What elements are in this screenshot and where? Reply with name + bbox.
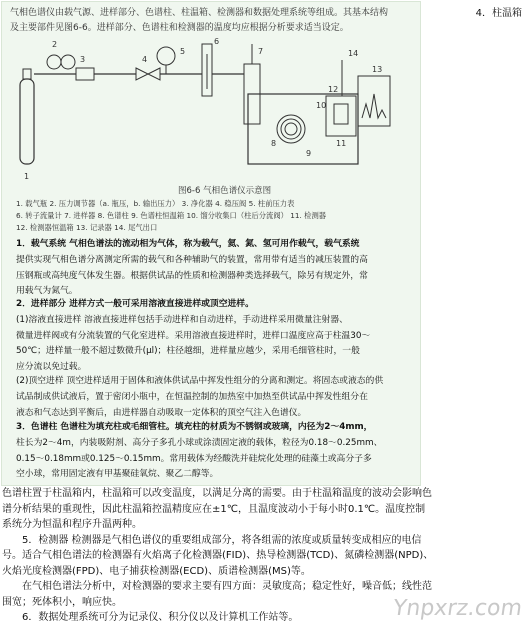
figure-caption: 图6-6 气相色谱仪示意图 (178, 186, 272, 196)
section-headspace (16, 374, 396, 421)
callout-number: 2 (52, 40, 58, 49)
section-line: 0.15～0.18mm或0.125～0.15mm。常用载体为经酸洗并硅烷化处理的硅藻土或高分子多 (16, 453, 372, 464)
callout-number: 3 (80, 55, 86, 64)
callout-number: 1 (24, 172, 30, 181)
bottom-line: 谱分析结果的重现性，因此柱温箱控温精度应在±1℃，且温度波动小于每小时0.1℃。温度控制 (2, 503, 426, 515)
callout-number: 5 (180, 47, 186, 56)
callout-number: 11 (336, 139, 347, 148)
section-line: 空小球，常用固定液有甲基聚硅氧烷、聚乙二醇等。 (16, 469, 219, 480)
section-carrier-gas (16, 237, 396, 300)
bottom-line: 6．数据处理系统可分为记录仪、积分仪以及计算机工作站等。 (2, 612, 299, 623)
legend-line: 6. 转子流量计 7. 进样器 8. 色谱柱 9. 色谱柱恒温箱 10. 馏分收集口（柱后分流阀） 11. 检测器 (16, 211, 327, 220)
section-line: (1)溶液直接进样 溶液直接进样包括手动进样和自动进样，手动进样采用微量注射器、 (16, 314, 348, 325)
section-line: 压钢瓶或高纯度气体发生器。根据供试品的性质和检测器种类选择载气，除另有规定外，常 (16, 270, 368, 281)
watermark: Ynpxrz.com (391, 596, 524, 621)
bottom-line: 色谱柱置于柱温箱内，柱温箱可以改变温度，以满足分离的需要。由于柱温箱温度的波动会影响色 (2, 488, 432, 499)
section-line: 柱长为2～4m，内装吸附剂、高分子多孔小球或涂渍固定液的载体，粒径为0.18～0.25mm、 (16, 437, 383, 448)
callout-number: 10 (316, 101, 327, 110)
section-injection (16, 297, 396, 376)
pressure-gauge (157, 47, 175, 65)
bottom-line: 系统分为恒温和程序升温两种。 (2, 519, 142, 530)
stabilizing-valve (136, 68, 160, 80)
callout-number: 9 (306, 149, 312, 158)
figure-legend (16, 198, 396, 234)
section-line: 试品制成供试液后，置于密闭小瓶中，在恒温控制的加热室中加热至供试品中挥发性组分在 (16, 391, 368, 402)
purifier (76, 68, 94, 80)
bottom-line: 5．检测器 检测器是气相色谱仪的重要组成部分，将各组需的浓度或质量转变成相应的电信 (2, 534, 422, 546)
section-line: 1．载气系统 气相色谱法的流动相为气体，称为载气，氦、氮、氢可用作载气，载气系统 (16, 239, 360, 249)
section-column (16, 420, 396, 483)
intro-line: 及主要部件见图6-6。进样部分、色谱柱和检测器的温度均应根据分析要求适当设定。 (10, 23, 349, 33)
callout-number: 12 (328, 85, 339, 94)
intro-paragraph (10, 6, 405, 36)
section-line: 提供实现气相色谱分离测定所需的载气和各种辅助气的装置，常用带有适当的减压装置的高 (16, 254, 368, 265)
callout-number: 13 (372, 65, 383, 74)
section-line: 液态和气态达到平衡后，由进样器自动吸取一定体积的顶空气注入色谱仪。 (16, 407, 307, 418)
section-line: 应分流以免过载。 (16, 362, 87, 373)
gas-chromatograph-diagram (16, 34, 396, 184)
intro-line: 气相色谱仪由载气源、进样部分、色谱柱、柱温箱、检测器和数据处理系统等组成。其基本结构 (10, 8, 389, 18)
callout-number: 4 (142, 55, 148, 64)
legend-line: 12. 检测器恒温箱 13. 记录器 14. 尾气出口 (16, 223, 158, 232)
section-line: 3．色谱柱 色谱柱为填充柱或毛细管柱。填充柱的材质为不锈钢或玻璃，内径为2～4mm， (16, 422, 373, 432)
bottom-line: 号。适合气相色谱法的检测器有火焰离子化检测器(FID)、热导检测器(TCD)、氮磷检测器(NPD)、 (2, 550, 434, 561)
bottom-line: 围宽；死体积小，响应快。 (2, 596, 122, 608)
bottom-line: 在气相色谱法分析中，对检测器的要求主要有四方面：灵敏度高；稳定性好，噪音低；线性范 (2, 581, 432, 592)
section-line: (2)顶空进样 顶空进样适用于固体和液体供试品中挥发性组分的分离和测定。将固态或液态的供 (16, 376, 384, 386)
pressure-regulator (47, 55, 75, 69)
callout-number: 6 (214, 37, 220, 46)
legend-line: 1. 载气瓶 2. 压力调节器（a. 瓶压，b. 输出压力） 3. 净化器 4. 稳压阀 5. 柱前压力表 (16, 199, 295, 208)
section-line: 50℃；进样量一般不超过数微升(μl)；柱径越细，进样量应越少，采用毛细管柱时，一般 (16, 346, 360, 357)
recorder (358, 76, 390, 126)
carrier-gas-cylinder (20, 69, 34, 164)
top-right-heading: 4．柱温箱 (475, 8, 522, 19)
section-line: 用载气为氮气。 (16, 286, 78, 297)
callout-numbers (24, 37, 382, 181)
rotameter (202, 44, 212, 96)
injector (244, 44, 260, 124)
callout-number: 8 (271, 139, 277, 148)
callout-number: 7 (258, 47, 264, 56)
detector-oven (326, 96, 356, 136)
bottom-line: 火焰光度检测器(FPD)、电子捕获检测器(ECD)、质谱检测器(MS)等。 (2, 565, 311, 577)
section-line: 2．进样部分 进样方式一般可采用溶液直接进样或顶空进样。 (16, 299, 254, 309)
section-line: 微量进样阀或有分流装置的气化室进样。采用溶液直接进样时，进样口温度应高于柱温30～ (16, 330, 371, 341)
callout-number: 14 (348, 49, 359, 58)
